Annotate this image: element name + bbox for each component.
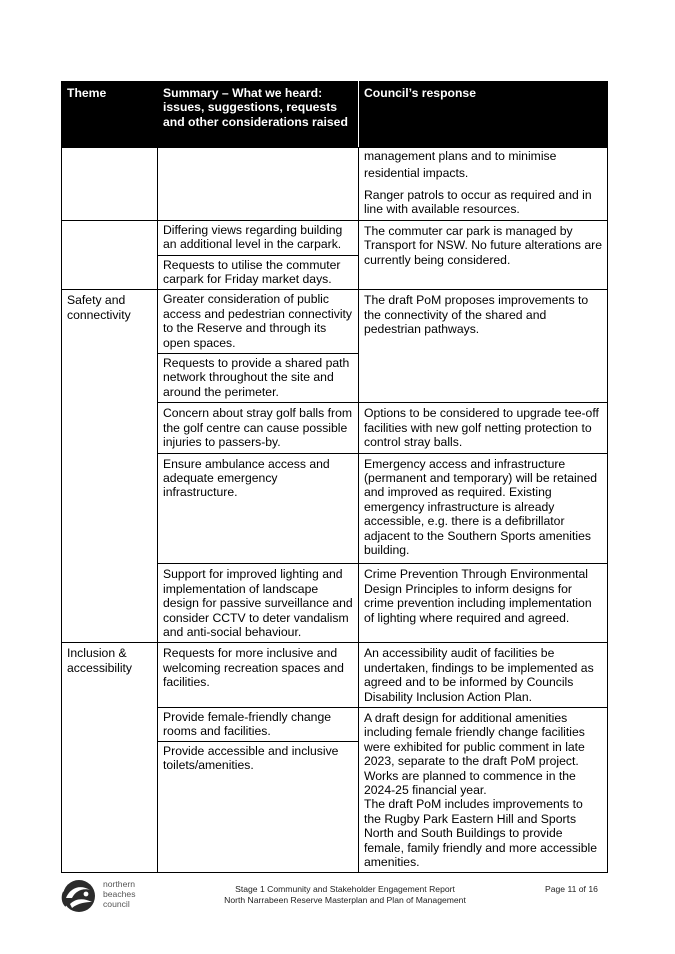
response-cell [359,290,608,403]
table-row [62,290,608,403]
summary-cell: Concern about stray golf balls from the golf centre can cause possible injuries to passers-by. [158,403,359,453]
response-cell [359,220,608,290]
response-text: The draft PoM includes improvements to the Rugby Park Eastern Hill and Sports North and South Buildings to provide female, family friendly and more accessible amenities. [364,797,598,870]
page-number: Page 11 of 16 [545,884,598,894]
footer-title-line: North Narrabeen Reserve Masterplan and Plan of Management [224,894,466,905]
logo-text-line: beaches [103,889,136,899]
summary-cell [158,148,359,221]
response-cell [359,708,608,873]
theme-cell [62,220,158,290]
theme-cell: Inclusion & accessibility [62,643,158,873]
header-response: Council’s response [359,82,608,148]
table-row [62,220,608,290]
header-summary: Summary – What we heard: issues, suggestions, requests and other considerations raised [158,82,359,148]
response-text: A draft design for additional amenities including female friendly change facilities were exhibited for public comment in late 2023, separate to the draft PoM project. Works are planned to commence in the 2024-25 financial year. [364,711,585,798]
logo-text-line: northern [103,879,136,889]
footer-title [200,884,490,905]
response-cell: Crime Prevention Through Environmental Design Principles to inform designs for crime prevention including implementation of lighting where required and agreed. [359,564,608,643]
page-footer [0,872,675,922]
theme-cell: Safety and connectivity [62,290,158,643]
summary-cell [158,220,359,290]
summary-text: Provide accessible and inclusive toilets/amenities. [163,743,339,773]
council-logo-icon [60,878,98,914]
response-cell [359,148,608,221]
logo-wordmark [103,879,136,909]
response-text: Ranger patrols to occur as required and in line with available resources. [364,188,592,217]
summary-cell: Support for improved lighting and implementation of landscape design for passive surveillance and consider CCTV to deter vandalism and anti-social behaviour. [158,564,359,643]
response-text: management plans and to minimise residential impacts. [364,149,557,180]
summary-cell [158,290,359,403]
table-row [62,148,608,221]
header-theme: Theme [62,82,158,148]
response-cell: An accessibility audit of facilities be undertaken, findings to be implemented as agreed and to be informed by Councils Disability Inclusion Action Plan. [359,643,608,708]
summary-cell: Requests for more inclusive and welcoming recreation spaces and facilities. [158,643,359,708]
summary-text: Requests to utilise the commuter carpark for Friday market days. [163,257,341,287]
summary-text: Provide female-friendly change rooms and facilities. [158,708,358,742]
engagement-table [61,81,608,873]
summary-text: Greater consideration of public access and pedestrian connectivity to the Reserve and through its open spaces. [158,290,358,354]
summary-cell: Ensure ambulance access and adequate emergency infrastructure. [158,453,359,564]
summary-text: Requests to provide a shared path network throughout the site and around the perimeter. [163,356,350,399]
logo-text-line: council [103,899,130,909]
response-cell: Emergency access and infrastructure (permanent and temporary) will be retained and improved as required. Existing emergency infrastructure is already accessible, e.g. there is a defibrillator adjacent to the Southern Sports amenities building. [359,453,608,564]
table-header-row [62,82,608,148]
footer-title-line: Stage 1 Community and Stakeholder Engagement Report [235,884,455,894]
summary-text: Differing views regarding building an additional level in the carpark. [158,221,358,256]
summary-cell [158,708,359,873]
theme-cell [62,148,158,221]
response-text: The draft PoM proposes improvements to the connectivity of the shared and pedestrian pathways. [364,293,589,337]
response-cell: Options to be considered to upgrade tee-off facilities with new golf netting protection to control stray balls. [359,403,608,453]
response-text: The commuter car park is managed by Transport for NSW. No future alterations are currently being considered. [364,223,602,267]
table-row [62,643,608,708]
